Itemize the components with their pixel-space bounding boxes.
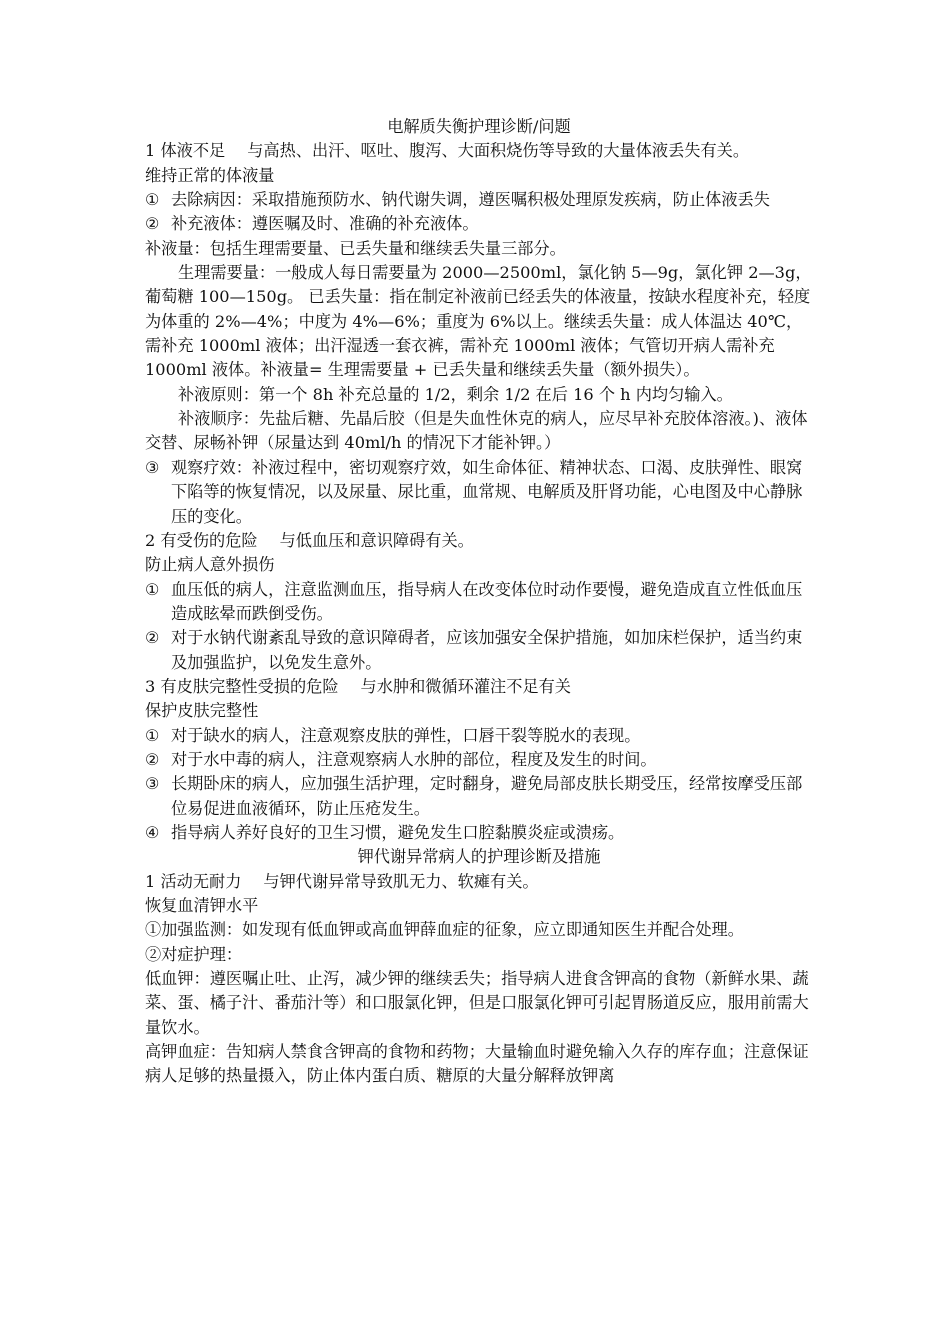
list-item (145, 748, 813, 772)
heading-text: 与钾代谢异常导致肌无力、软瘫有关。 (263, 871, 539, 891)
heading-number: 1 体液不足 (145, 141, 226, 161)
paragraph: 低血钾：遵医嘱止吐、止泻，减少钾的继续丢失；指导病人进食含钾高的食物（新鲜水果、蔬菜、蛋、橘子汁、番茄汁等）和口服氯化钾，但是口服氯化钾可引起胃肠道反应，服用前需大量饮水。 (145, 969, 809, 1037)
list-item (145, 578, 813, 627)
item-text: 对于缺水的病人，注意观察皮肤的弹性，口唇干裂等脱水的表现。 (171, 725, 641, 745)
document-title: 电解质失衡护理诊断/问题 (387, 117, 571, 136)
list-item (145, 626, 813, 675)
list-item (145, 724, 813, 748)
heading-number: 1 活动无耐力 (145, 871, 242, 891)
section-heading (145, 139, 813, 163)
section-goal: 恢复血清钾水平 (145, 896, 259, 915)
section-title: 钾代谢异常病人的护理诊断及措施 (357, 847, 601, 867)
item-text: 观察疗效：补液过程中，密切观察疗效，如生命体征、精神状态、口渴、皮肤弹性、眼窝下陷等的恢复情况，以及尿量、尿比重，血常规、电解质及肝肾功能，心电图及中心静脉压的变化。 (171, 457, 803, 526)
paragraph: 补液原则：第一个 8h 补充总量的 1/2，剩余 1/2 在后 16 个 h 内均匀输入。 (178, 384, 733, 404)
list-item (145, 188, 813, 212)
item-marker: ① (145, 579, 160, 599)
item-marker: ① (145, 725, 160, 745)
item-marker: ② (145, 214, 160, 234)
section-heading (145, 529, 813, 553)
item-marker: ④ (145, 822, 160, 842)
list-item (145, 456, 813, 529)
item-text: 指导病人养好良好的卫生习惯，避免发生口腔黏膜炎症或溃疡。 (171, 822, 625, 842)
item-text: 去除病因：采取措施预防水、钠代谢失调，遵医嘱积极处理原发疾病，防止体液丢失 (171, 190, 770, 210)
list-item (145, 821, 813, 845)
section-goal: 保护皮肤完整性 (145, 701, 259, 721)
item-text: 对于水钠代谢紊乱导致的意识障碍者，应该加强安全保护措施，如加床栏保护，适当约束及加强监护，以免发生意外。 (171, 628, 803, 672)
paragraph: 生理需要量：一般成人每日需要量为 2000—2500ml，氯化钠 5—9g，氯化钾 2—3g，葡萄糖 100—150g。 已丢失量：指在制定补液前已经丢失的体液量，按缺水程度补充，轻度为体重的 2%—4%；中度为 4%—6%；重度为 6%以上。继续丢失量：成人体温达 40℃，需补充 1000ml 液体；出汗湿透一套衣裤，需补充 1000ml 液体；气管切开病人需补充 1000ml 液体。补液量= 生理需要量 + 已丢失量和继续丢失量（额外损失）。 (145, 263, 812, 380)
document-page (145, 115, 813, 1089)
heading-number: 2 有受伤的危险 (145, 530, 258, 550)
list-item (145, 212, 813, 236)
item-marker: ③ (145, 774, 160, 794)
item-marker: ② (145, 749, 160, 769)
heading-text: 与低血压和意识障碍有关。 (279, 530, 474, 550)
item-marker: ③ (145, 457, 160, 477)
list-item (145, 772, 813, 821)
section-heading (145, 870, 813, 894)
section-goal: 维持正常的体液量 (145, 165, 275, 185)
section-heading (145, 675, 813, 699)
item-text: 补充液体：遵医嘱及时、准确的补充液体。 (171, 214, 479, 234)
paragraph: 补液顺序：先盐后糖、先晶后胶（但是失血性休克的病人，应尽早补充胶体溶液。)、液体交替、尿畅补钾（尿量达到 40ml/h 的情况下才能补钾。） (145, 409, 808, 453)
paragraph: 高钾血症：告知病人禁食含钾高的食物和药物；大量输血时避免输入久存的库存血；注意保证病人足够的热量摄入，防止体内蛋白质、糖原的大量分解释放钾离 (145, 1042, 809, 1086)
item-text: 血压低的病人，注意监测血压，指导病人在改变体位时动作要慢，避免造成直立性低血压造成眩晕而跌倒受伤。 (171, 579, 803, 623)
section-goal: 防止病人意外损伤 (145, 555, 275, 575)
item-text: 长期卧床的病人，应加强生活护理，定时翻身，避免局部皮肤长期受压，经常按摩受压部位易促进血液循环，防止压疮发生。 (171, 774, 803, 818)
item-marker: ② (145, 628, 160, 648)
paragraph: ②对症护理： (145, 944, 243, 964)
item-marker: ① (145, 190, 160, 210)
paragraph: ①加强监测：如发现有低血钾或高血钾薛血症的征象，应立即通知医生并配合处理。 (145, 920, 744, 940)
paragraph: 补液量：包括生理需要量、已丢失量和继续丢失量三部分。 (145, 238, 566, 258)
item-text: 对于水中毒的病人，注意观察病人水肿的部位，程度及发生的时间。 (171, 749, 657, 769)
heading-text: 与高热、出汗、呕吐、腹泻、大面积烧伤等导致的大量体液丢失有关。 (247, 141, 750, 161)
heading-number: 3 有皮肤完整性受损的危险 (145, 676, 339, 696)
heading-text: 与水肿和微循环灌注不足有关 (360, 676, 571, 696)
